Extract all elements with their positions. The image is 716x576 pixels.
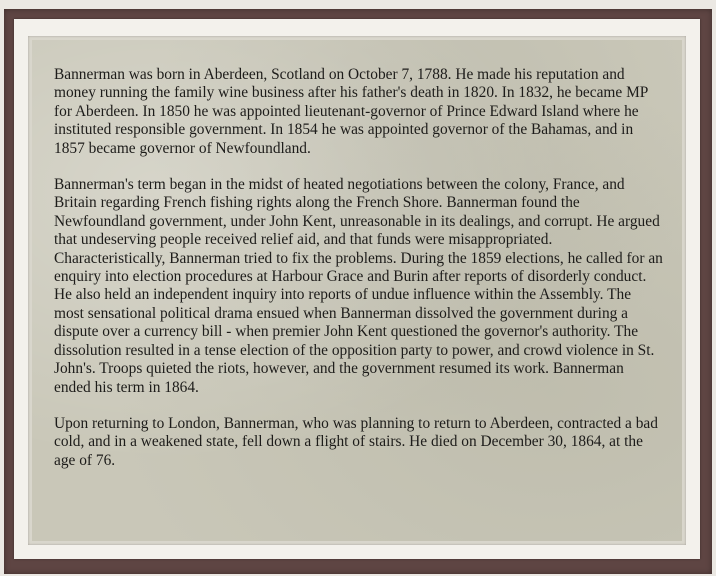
paragraph-death: Upon returning to London, Bannerman, who was planning to return to Aberdeen, contracted a bad cold, and in a weakened state, fell down a flight of stairs. He died on December 30, 1864, at the age of 76. bbox=[54, 414, 658, 469]
parchment-panel bbox=[32, 40, 682, 541]
mat-bevel bbox=[28, 36, 686, 545]
inner-mat bbox=[14, 19, 700, 559]
picture-frame bbox=[4, 9, 712, 574]
paragraph-early-life: Bannerman was born in Aberdeen, Scotland on October 7, 1788. He made his reputation and money running the family wine business after his father's death in 1820. In 1832, he became MP for Aberdeen. In 1850 he was appointed lieutenant-governor of Prince Edward Island where he instituted responsible government. In 1854 he was appointed governor of the Bahamas, and in 1857 became governor of Newfoundland. bbox=[54, 66, 648, 157]
paragraph-newfoundland-term: Bannerman's term began in the midst of heated negotiations between the colony, France, and Britain regarding French fishing rights along the French Shore. Bannerman found the Newfoundland government, under John Kent, unreasonable in its dealings, and corrupt. He argued that undeserving people received relief aid, and that funds were misappropriated. Characteristically, Bannerman tried to fix the problems. During the 1859 elections, he called for an enquiry into election procedures at Harbour Grace and Burin after reports of disorderly conduct. He also held an independent inquiry into reports of undue influence within the Assembly. The most sensational political drama ensued when Bannerman dissolved the government during a dispute over a currency bill - when premier John Kent questioned the governor's authority. The dissolution resulted in a tense election of the opposition party to power, and crowd violence in St. John's. Troops quieted the riots, however, and the government resumed its work. Bannerman ended his term in 1864. bbox=[54, 176, 663, 396]
biography-text bbox=[54, 66, 664, 488]
